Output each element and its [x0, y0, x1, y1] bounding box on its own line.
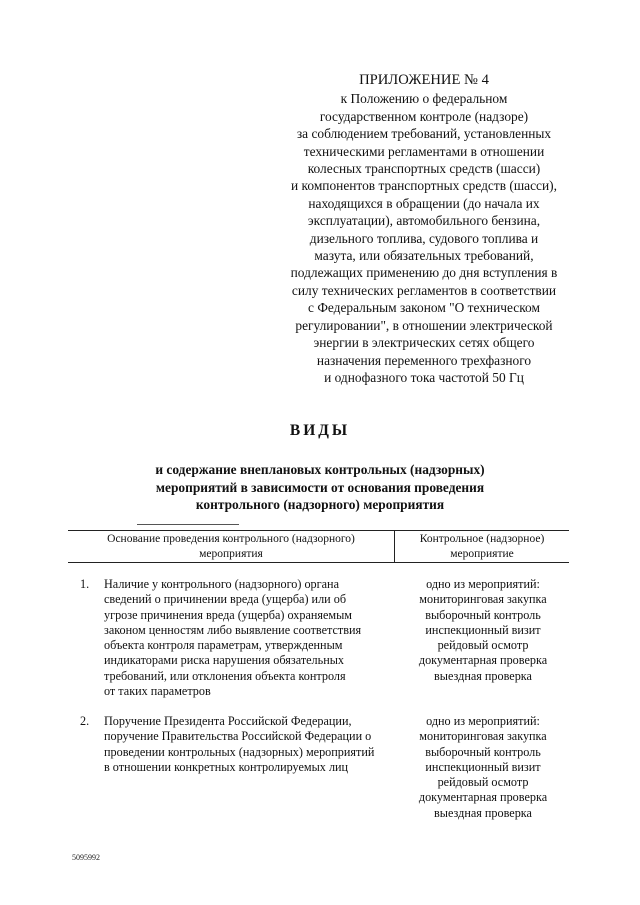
appendix-line: энергии в электрических сетях общего — [313, 335, 535, 351]
table-column-separator — [394, 530, 395, 562]
column-header-action — [396, 532, 568, 561]
appendix-line: за соблюдением требований, установленных — [296, 126, 552, 142]
basis-line: объекта контроля параметрам, утвержденным — [104, 638, 343, 653]
appendix-line: колесных транспортных средств (шасси) — [307, 161, 541, 177]
appendix-line: с Федеральным законом "О техническом — [308, 300, 540, 316]
appendix-line: силу технических регламентов в соответствии — [291, 282, 557, 298]
row-actions — [398, 714, 568, 821]
document-subtitle — [80, 461, 560, 514]
appendix-line: подлежащих применению до дня вступления в — [290, 265, 558, 281]
basis-line: проведении контрольных (надзорных) мероприятий — [104, 744, 375, 759]
appendix-line: мазута, или обязательных требований, — [314, 248, 534, 264]
action-line: выездная проверка — [434, 668, 532, 683]
appendix-line: к Положению о федеральном — [340, 91, 508, 107]
header-line: Основание проведения контрольного (надзорного) — [107, 533, 355, 545]
basis-line: Поручение Президента Российской Федерации, — [104, 714, 352, 728]
appendix-line: и компонентов транспортных средств (шасси), — [291, 178, 557, 194]
basis-line: угрозе причинения вреда (ущерба) охраняемым — [104, 607, 353, 622]
row-actions — [398, 577, 568, 684]
action-line: одно из мероприятий: — [426, 714, 540, 728]
basis-line: в отношении конкретных контролируемых лиц — [104, 759, 349, 774]
action-line: документарная проверка — [418, 790, 548, 805]
basis-line: Наличие у контрольного (надзорного) органа — [104, 577, 339, 591]
appendix-line: и однофазного тока частотой 50 Гц — [324, 369, 524, 385]
action-line: рейдовый осмотр — [437, 775, 529, 790]
action-line: одно из мероприятий: — [426, 577, 540, 591]
appendix-line: дизельного топлива, судового топлива и — [309, 230, 539, 246]
header-line: мероприятие — [450, 547, 514, 560]
appendix-line: государственном контроле (надзоре) — [319, 108, 529, 124]
appendix-line: эксплуатации), автомобильного бензина, — [307, 213, 541, 229]
action-line: мониторинговая закупка — [419, 592, 547, 607]
action-line: выездная проверка — [434, 805, 532, 820]
action-line: инспекционный визит — [425, 759, 541, 774]
header-line: мероприятия — [199, 547, 263, 560]
appendix-line: регулировании", в отношении электрической — [295, 317, 553, 333]
row-basis — [104, 577, 394, 699]
action-line: рейдовый осмотр — [437, 638, 529, 653]
basis-line: сведений о причинении вреда (ущерба) или об — [104, 592, 347, 607]
appendix-line: назначения переменного трехфазного — [316, 352, 532, 368]
appendix-line: находящихся в обращении (до начала их — [308, 195, 540, 211]
row-number: 2. — [80, 714, 90, 728]
document-title: ВИДЫ — [289, 422, 351, 439]
action-line: инспекционный визит — [425, 622, 541, 637]
header-line: Контрольное (надзорное) — [419, 533, 545, 545]
action-line: мониторинговая закупка — [419, 729, 547, 744]
basis-line: индикаторами риска нарушения обязательных — [104, 653, 344, 668]
divider — [137, 524, 239, 525]
subtitle-line: мероприятий в зависимости от основания проведения — [155, 479, 485, 495]
basis-line: поручение Правительства Российской Федерации о — [104, 729, 372, 744]
action-line: выборочный контроль — [425, 607, 541, 622]
subtitle-line: и содержание внеплановых контрольных (надзорных) — [155, 462, 485, 477]
appendix-line: техническими регламентами в отношении — [303, 143, 545, 159]
table-top-border — [68, 530, 569, 531]
appendix-block — [228, 72, 620, 386]
basis-line: от таких параметров — [104, 684, 211, 699]
row-basis — [104, 714, 394, 775]
row-number: 1. — [80, 577, 90, 591]
basis-line: требований, или отклонения объекта контроля — [104, 668, 346, 683]
action-line: выборочный контроль — [425, 744, 541, 759]
appendix-heading: ПРИЛОЖЕНИЕ № 4 — [359, 72, 489, 88]
action-line: документарная проверка — [418, 653, 548, 668]
table-header-bottom-border — [68, 562, 569, 563]
basis-line: законом ценностям либо выявление соответствия — [104, 622, 362, 637]
column-header-basis — [70, 532, 392, 561]
subtitle-line: контрольного (надзорного) мероприятия — [195, 497, 445, 512]
document-code: 5095992 — [72, 853, 100, 862]
